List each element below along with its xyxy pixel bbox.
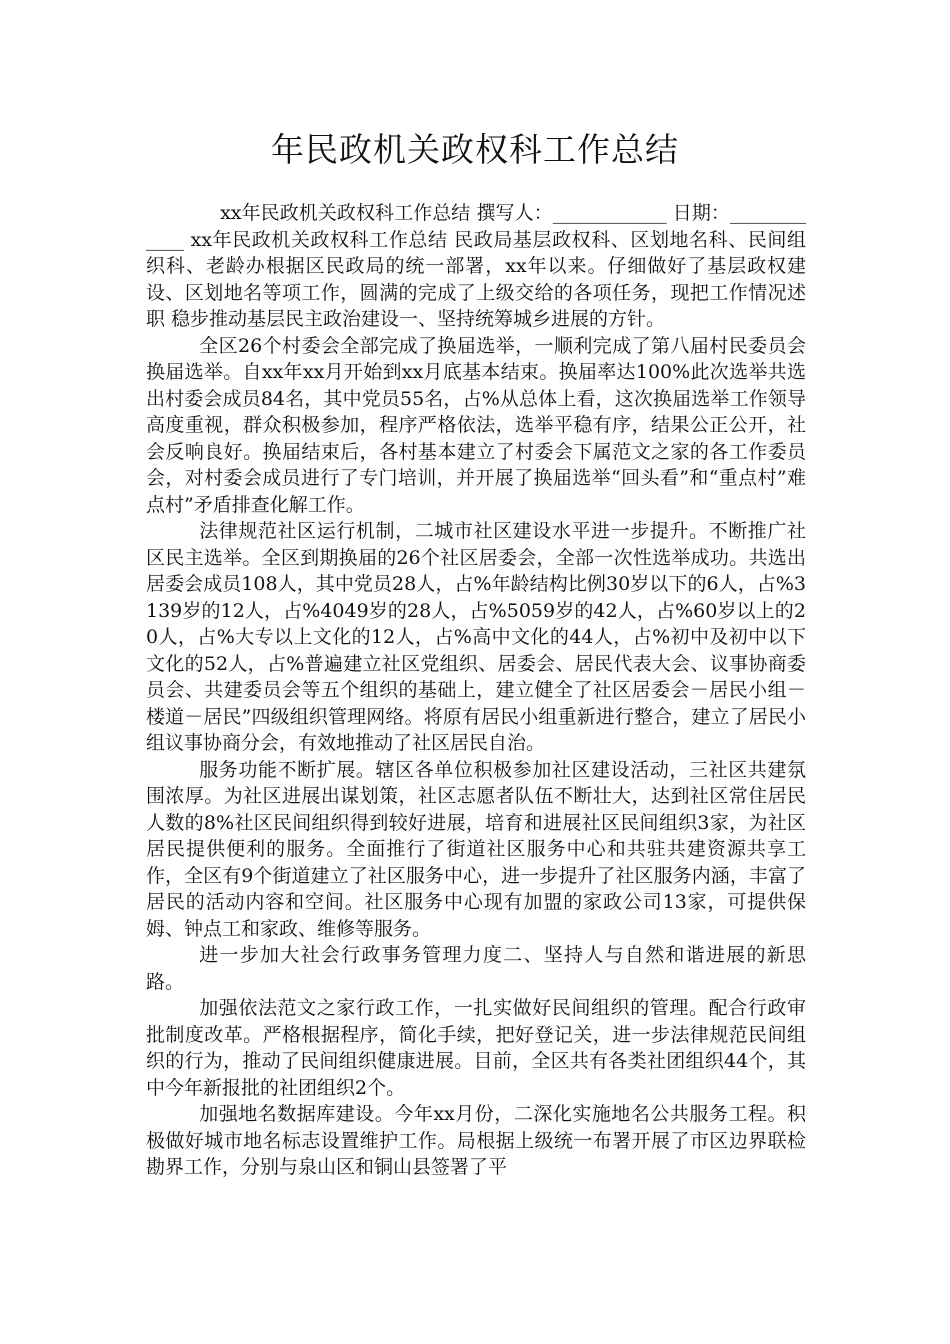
paragraph-social-affairs: 进一步加大社会行政事务管理力度二、坚持人与自然和谐进展的新思路。 — [146, 944, 806, 993]
document-title: 年民政机关政权科工作总结 — [271, 130, 679, 169]
paragraph-intro: xx年民政机关政权科工作总结 撰写人：____________ 日期：____________ xx年民政机关政权科工作总结 民政局基层政权科、区划地名科、民间组织科、老龄办根据区民政局的统一部署，xx年以来。仔细做好了基层政权建设、区划地名等项工作，圆满的完成了上级交给的各项任务，现把工作情况述职 稳步推动基层民主政治建设一、坚持统筹城乡进展的方针。 — [146, 202, 806, 330]
paragraph-place-names: 加强地名数据库建设。今年xx月份，二深化实施地名公共服务工程。积极做好城市地名标志设置维护工作。局根据上级统一布署开展了市区边界联检勘界工作，分别与泉山区和铜山县签署了平 — [146, 1103, 806, 1178]
document-body — [146, 200, 806, 1181]
paragraph-community-election: 法律规范社区运行机制，二城市社区建设水平进一步提升。不断推广社区民主选举。全区到期换届的26个社区居委会，全部一次性选举成功。共选出居委会成员108人，其中党员28人，占%年龄结构比例30岁以下的6人，占%3139岁的12人，占%4049岁的28人，占%5059岁的42人，占%60岁以上的20人，占%大专以上文化的12人，占%高中文化的44人，占%初中及初中以下文化的52人，占%普遍建立社区党组织、居委会、居民代表大会、议事协商委员会、共建委员会等五个组织的基础上，建立健全了社区居委会－居民小组－楼道－居民”四级组织管理网络。将原有居民小组重新进行整合，建立了居民小组议事协商分会，有效地推动了社区居民自治。 — [146, 520, 806, 754]
paragraph-service-function: 服务功能不断扩展。辖区各单位积极参加社区建设活动，三社区共建氛围浓厚。为社区进展出谋划策，社区志愿者队伍不断壮大，达到社区常住居民人数的8%社区民间组织得到较好进展，培育和进展社区民间组织3家，为社区居民提供便利的服务。全面推行了街道社区服务中心和共驻共建资源共享工作，全区有9个街道建立了社区服务中心，进一步提升了社区服务内涵，丰富了居民的活动内容和空间。社区服务中心现有加盟的家政公司13家，可提供保姆、钟点工和家政、维修等服务。 — [146, 758, 806, 940]
paragraph-civil-organizations: 加强依法范文之家行政工作，一扎实做好民间组织的管理。配合行政审批制度改革。严格根据程序，简化手续，把好登记关，进一步法律规范民间组织的行为，推动了民间组织健康进展。目前，全区共有各类社团组织44个，其中今年新报批的社团组织2个。 — [146, 997, 806, 1099]
paragraph-village-election: 全区26个村委会全部完成了换届选举，一顺利完成了第八届村民委员会换届选举。自xx年xx月开始到xx月底基本结束。换届率达100%此次选举共选出村委会成员84名，其中党员55名，占%从总体上看，这次换届选举工作领导高度重视，群众积极参加，程序严格依法，选举平稳有序，结果公正公开，社会反响良好。换届结束后，各村基本建立了村委会下属范文之家的各工作委员会，对村委会成员进行了专门培训，并开展了换届选举“回头看”和“重点村”难点村”矛盾排查化解工作。 — [146, 334, 806, 516]
